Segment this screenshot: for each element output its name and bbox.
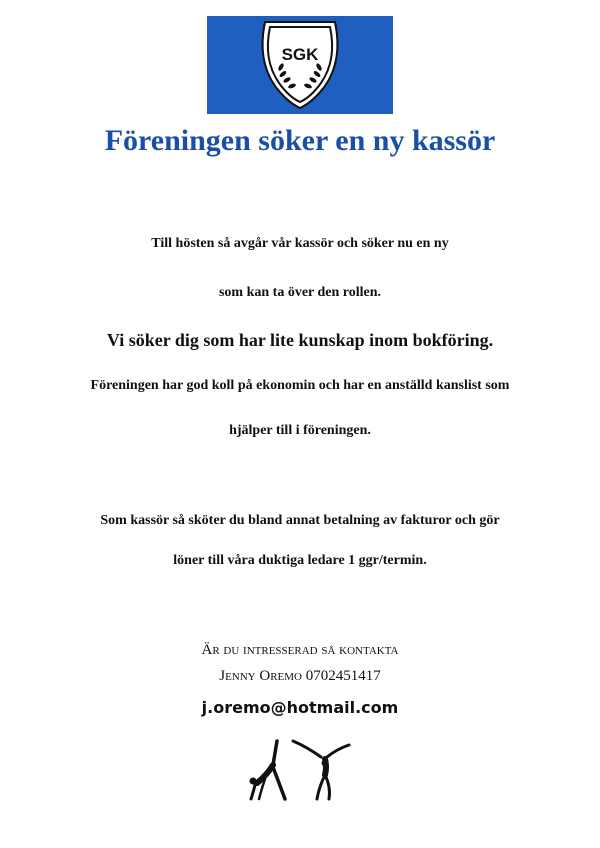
body-line-2: som kan ta över den rollen. [218,285,382,300]
contact-name-phone: Jenny Oremo 0702451417 [219,668,381,684]
page-title: Föreningen söker en ny kassör [104,124,496,157]
body-line-3: Vi söker dig som har lite kunskap inom bokföring. [106,330,494,350]
body-line-4: Föreningen har god koll på ekonomin och har en anställd kanslist som [90,378,510,393]
body-line-5: hjälper till i föreningen. [229,423,371,438]
contact-heading: Är du intresserad så kontakta [201,642,399,658]
body-line-7: löner till våra duktiga ledare 1 ggr/termin. [173,553,427,568]
gymnasts-silhouette-icon [245,735,355,805]
body-line-6: Som kassör så sköter du bland annat betalning av fakturor och gör [100,513,500,528]
shield-laurel-icon [207,16,393,114]
logo-banner [207,16,393,114]
contact-email[interactable]: j.oremo@hotmail.com [201,698,399,717]
body-line-1: Till hösten så avgår vår kassör och söker nu en ny [151,236,449,251]
logo-text: SGK [281,45,319,64]
